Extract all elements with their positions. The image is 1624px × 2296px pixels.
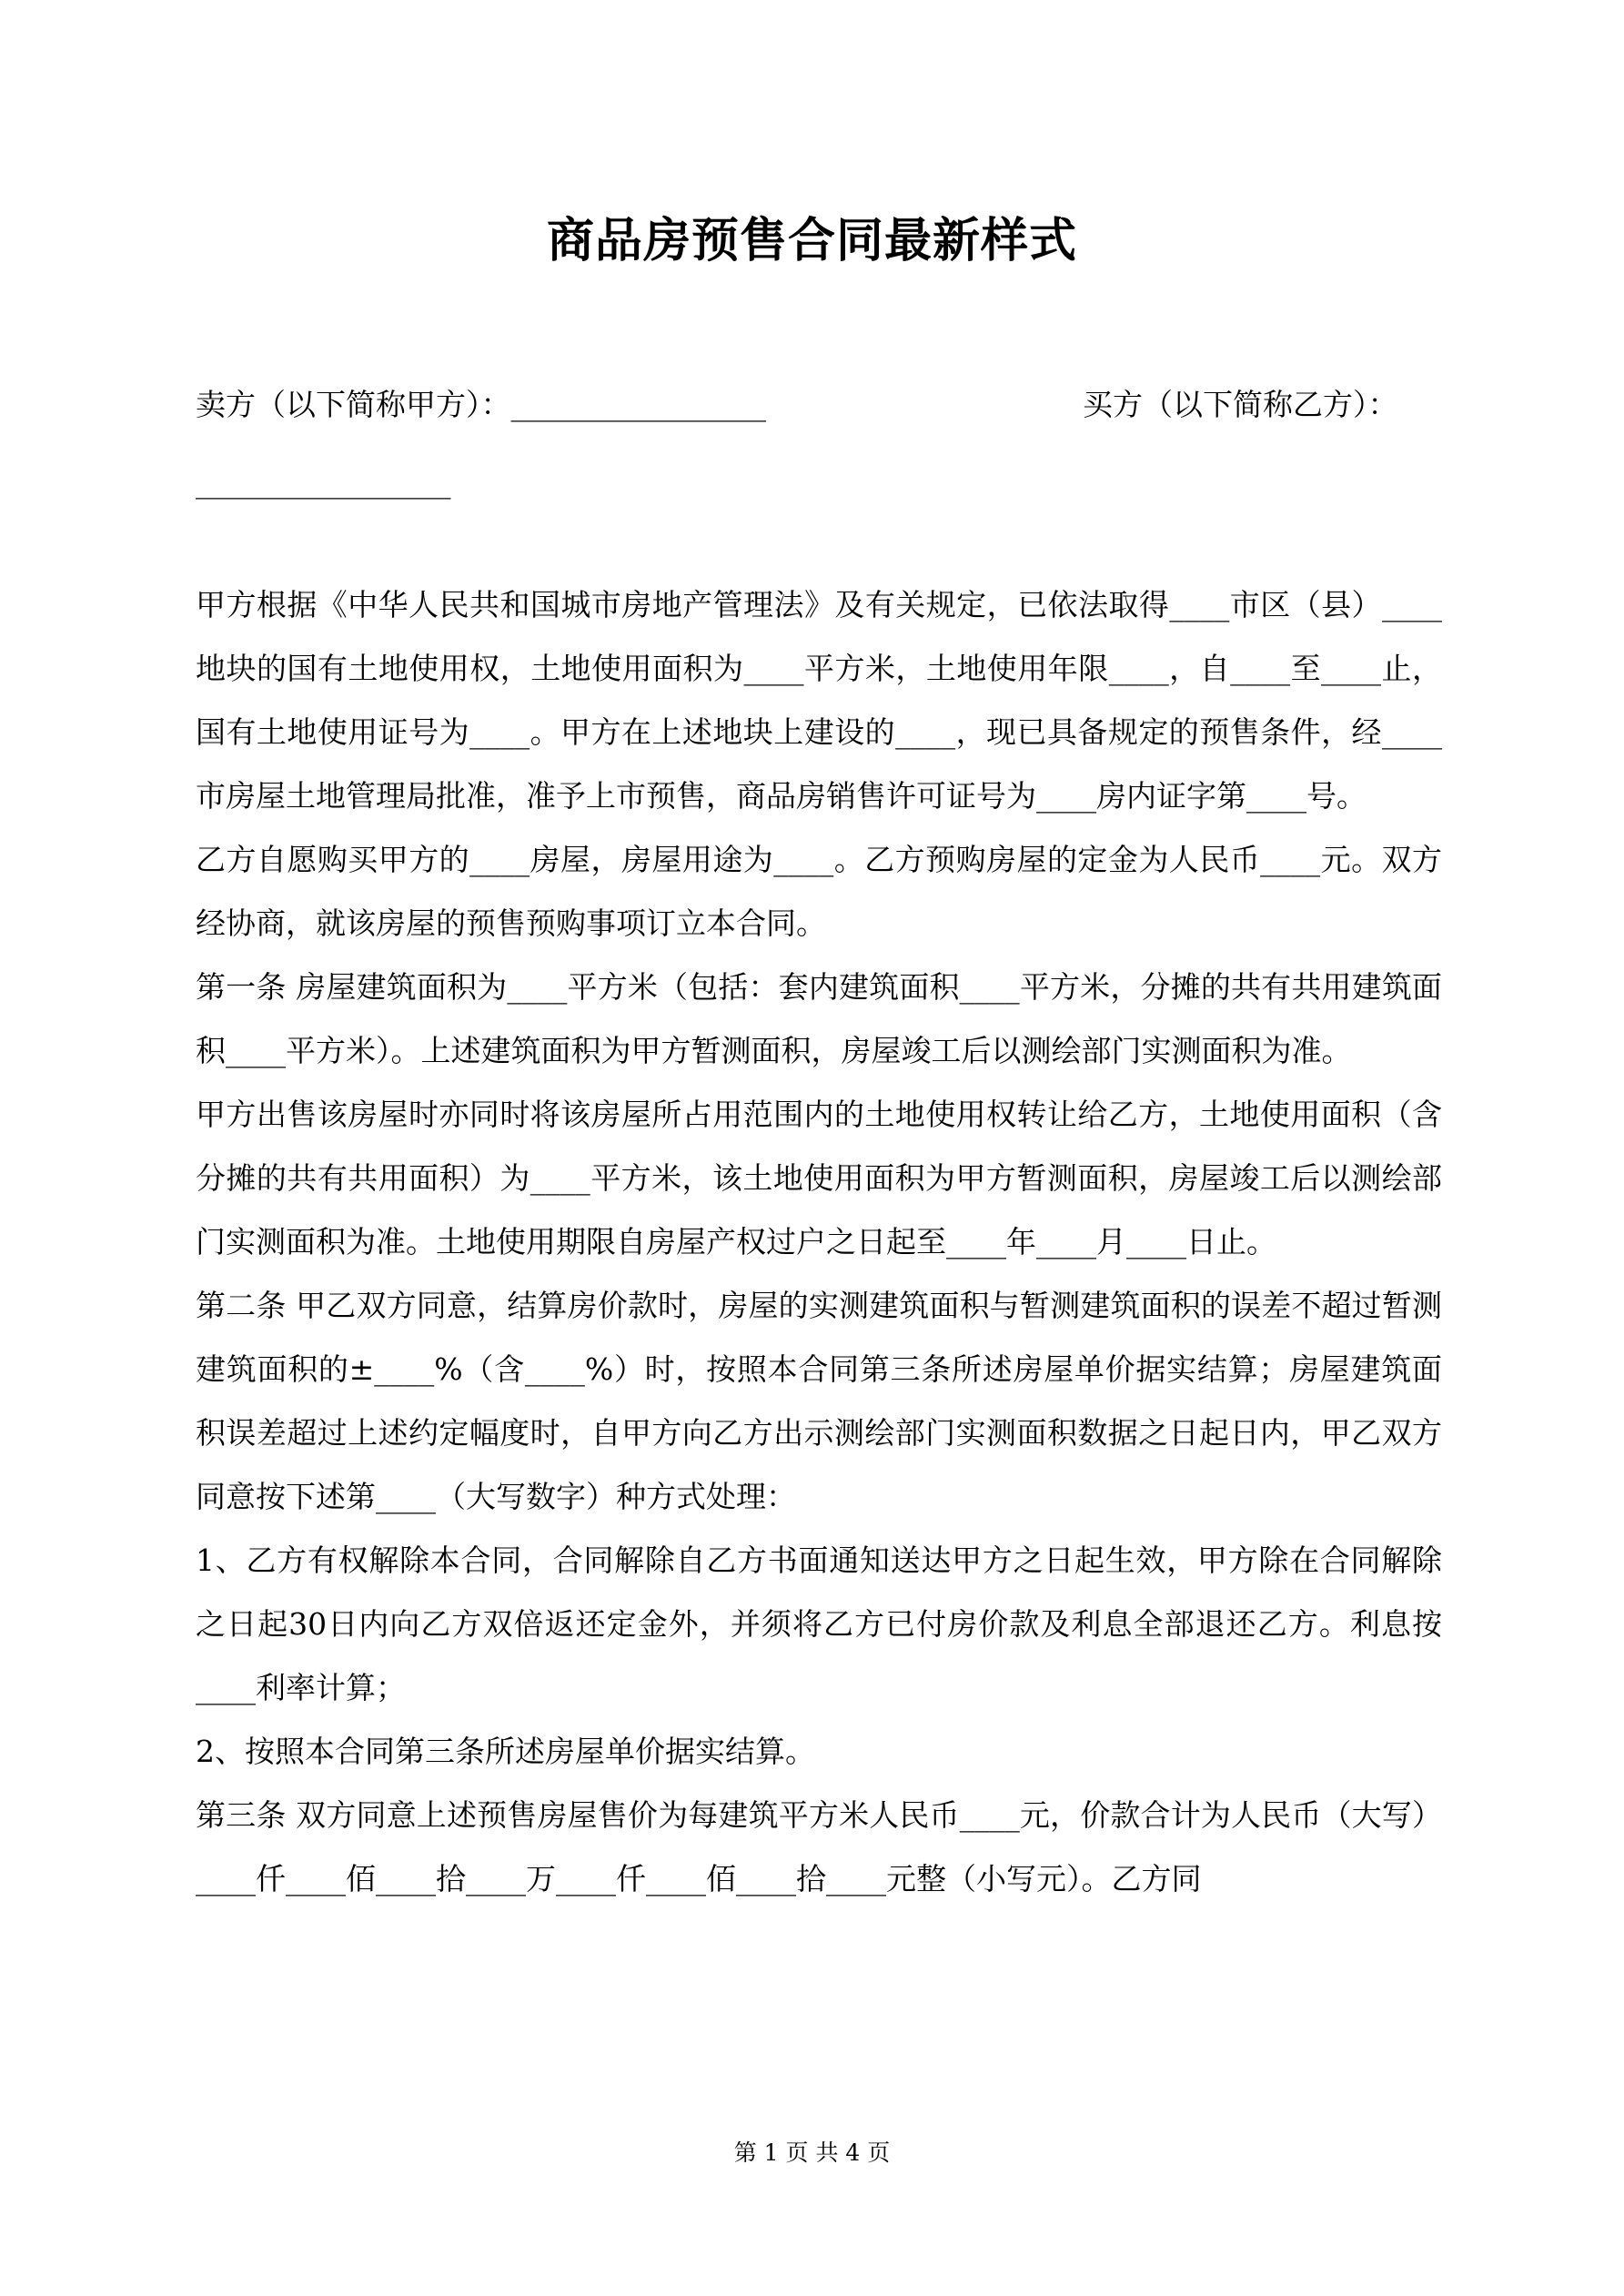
paragraph-land-use: 甲方出售该房屋时亦同时将该房屋所占用范围内的土地使用权转让给乙方，土地使用面积（含分摊的共有共用面积）为____平方米，该土地使用面积为甲方暂测面积，房屋竣工后以测绘部门实测面积为准。土地使用期限自房屋产权过户之日起至____年____月____日止。 [196, 1097, 1442, 1259]
parties-line [196, 382, 1442, 428]
paragraph-option-2: 2、按照本合同第三条所述房屋单价据实结算。 [196, 1734, 815, 1769]
paragraph-preamble: 甲方根据《中华人民共和国城市房地产管理法》及有关规定，已依法取得____市区（县）____地块的国有土地使用权，土地使用面积为____平方米，土地使用年限____，自____至____止，国有土地使用证号为____。甲方在上述地块上建设的____，现已具备规定的预售条件，经____市房屋土地管理局批准，准予上市预售，商品房销售许可证号为____房内证字第____号。 [196, 587, 1442, 814]
buyer-label: 买方（以下简称乙方）： [1083, 387, 1398, 422]
paragraph-article-2: 第二条 甲乙双方同意，结算房价款时，房屋的实测建筑面积与暂测建筑面积的误差不超过暂测建筑面积的±____%（含____%）时，按照本合同第三条所述房屋单价据实结算；房屋建筑面积误差超过上述约定幅度时，自甲方向乙方出示测绘部门实测面积数据之日起日内，甲乙双方同意按下述第____（大写数字）种方式处理： [196, 1288, 1442, 1514]
contract-body [196, 573, 1442, 1911]
paragraph-option-1: 1、乙方有权解除本合同，合同解除自乙方书面通知送达甲方之日起生效，甲方除在合同解除之日起30日内向乙方双倍返还定金外，并须将乙方已付房价款及利息全部退还乙方。利息按____利率计算； [196, 1542, 1442, 1705]
paragraph-buyer-intent: 乙方自愿购买甲方的____房屋，房屋用途为____。乙方预购房屋的定金为人民币____元。双方经协商，就该房屋的预售预购事项订立本合同。 [196, 842, 1442, 941]
paragraph-article-1: 第一条 房屋建筑面积为____平方米（包括：套内建筑面积____平方米，分摊的共有共用建筑面积____平方米）。上述建筑面积为甲方暂测面积，房屋竣工后以测绘部门实测面积为准。 [196, 969, 1442, 1068]
buyer-blank: _________________ [196, 464, 451, 500]
page-footer: 第 1 页 共 4 页 [733, 2139, 891, 2166]
document-title: 商品房预售合同最新样式 [546, 213, 1077, 268]
seller-label: 卖方（以下简称甲方）：_________________ [196, 387, 766, 422]
paragraph-article-3: 第三条 双方同意上述预售房屋售价为每建筑平方米人民币____元，价款合计为人民币（大写）____仟____佰____拾____万____仟____佰____拾____元整（小写元）。乙方同 [196, 1797, 1442, 1896]
